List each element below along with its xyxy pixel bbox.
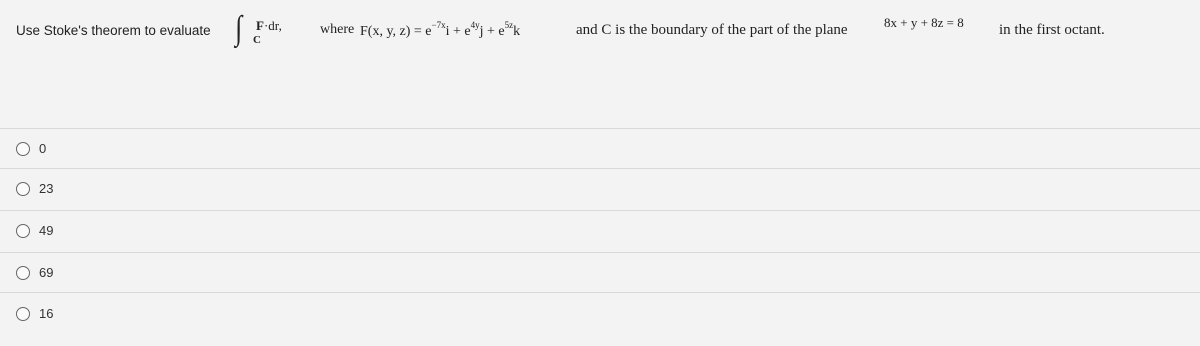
- option-label: 69: [39, 265, 54, 280]
- radio-button[interactable]: [16, 266, 30, 280]
- field-k: k: [513, 24, 521, 39]
- radio-button[interactable]: [16, 142, 30, 156]
- answer-option[interactable]: [0, 221, 1200, 259]
- plane-equation: 8x + y + 8z = 8: [884, 15, 964, 30]
- question-boundary-text: and C is the boundary of the part of the plane: [576, 22, 848, 38]
- exponent-y: 4y: [470, 20, 480, 30]
- integrand: [256, 18, 282, 34]
- option-label: 23: [39, 181, 54, 196]
- divider: [0, 210, 1200, 211]
- field-i: i + e: [445, 24, 471, 39]
- answer-option[interactable]: [0, 139, 1200, 177]
- integral-subscript: C: [253, 34, 261, 46]
- question-text: [16, 10, 1191, 54]
- answer-option[interactable]: [0, 263, 1200, 301]
- field-prefix: F(x, y, z) = e: [360, 24, 432, 39]
- divider: [0, 252, 1200, 253]
- question-lead: Use Stoke's theorem to evaluate: [16, 23, 211, 38]
- radio-button[interactable]: [16, 307, 30, 321]
- where-word: where: [320, 22, 355, 37]
- divider: [0, 292, 1200, 293]
- answer-option[interactable]: [0, 304, 1200, 342]
- integrand-rest: ·dr,: [263, 18, 282, 33]
- field-j: j + e: [479, 24, 505, 39]
- divider: [0, 168, 1200, 169]
- option-label: 49: [39, 223, 54, 238]
- option-label: 16: [39, 306, 54, 321]
- radio-button[interactable]: [16, 182, 30, 196]
- integral-symbol: ∫: [235, 10, 243, 47]
- option-label: 0: [39, 141, 47, 156]
- vector-field: [360, 20, 520, 40]
- exponent-z: 5z: [504, 20, 514, 30]
- integrand-vector: F: [256, 18, 264, 33]
- divider: [0, 128, 1200, 129]
- radio-button[interactable]: [16, 224, 30, 238]
- question-tail: in the first octant.: [999, 22, 1105, 38]
- answer-option[interactable]: [0, 179, 1200, 217]
- exponent-x: −7x: [431, 20, 446, 30]
